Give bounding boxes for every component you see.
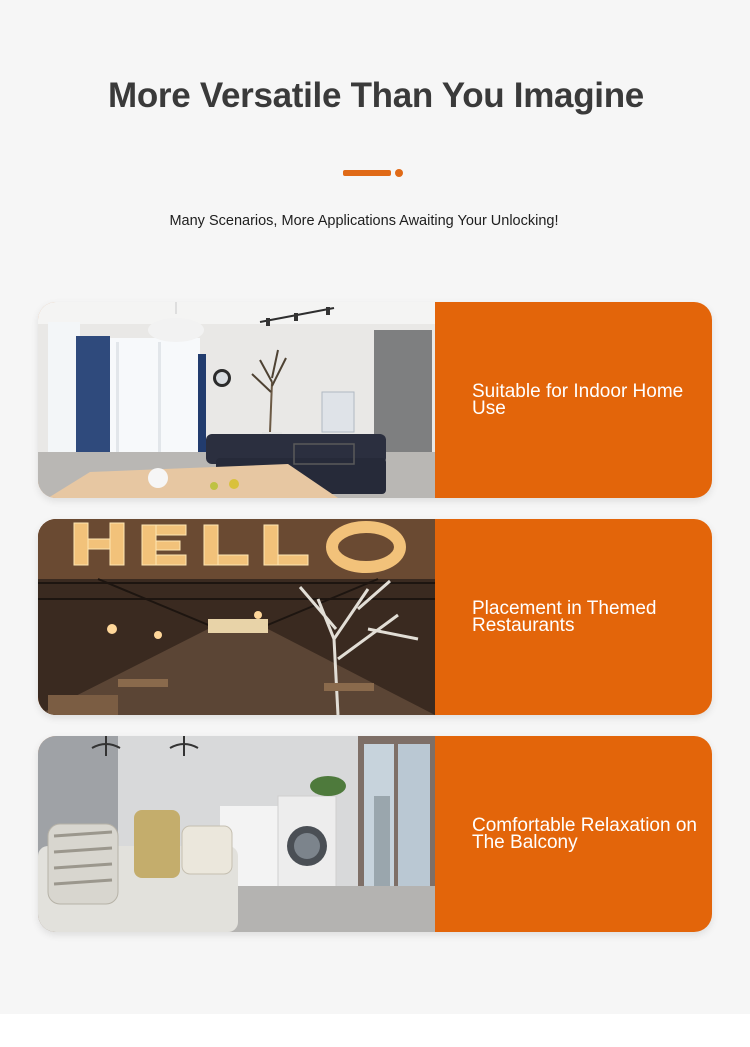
scenario-card-indoor (38, 302, 712, 498)
page-title: More Versatile Than You Imagine (108, 76, 644, 115)
scenario-label-indoor: Suitable for Indoor Home Use (472, 381, 684, 419)
indoor-living-room-photo (38, 302, 435, 498)
balcony-laundry-photo (38, 736, 435, 932)
accent-bar (343, 170, 391, 176)
themed-restaurant-photo (38, 519, 435, 715)
scenario-card-balcony (38, 736, 712, 932)
scenario-label-restaurant: Placement in Themed Restaurants (472, 598, 657, 636)
scenario-card-restaurant (38, 519, 712, 715)
footer-strip (0, 1014, 750, 1047)
accent-dot (395, 169, 403, 177)
page-subtitle: Many Scenarios, More Applications Awaiting Your Unlocking! (169, 213, 559, 229)
scenario-label-balcony: Comfortable Relaxation on The Balcony (472, 815, 697, 853)
